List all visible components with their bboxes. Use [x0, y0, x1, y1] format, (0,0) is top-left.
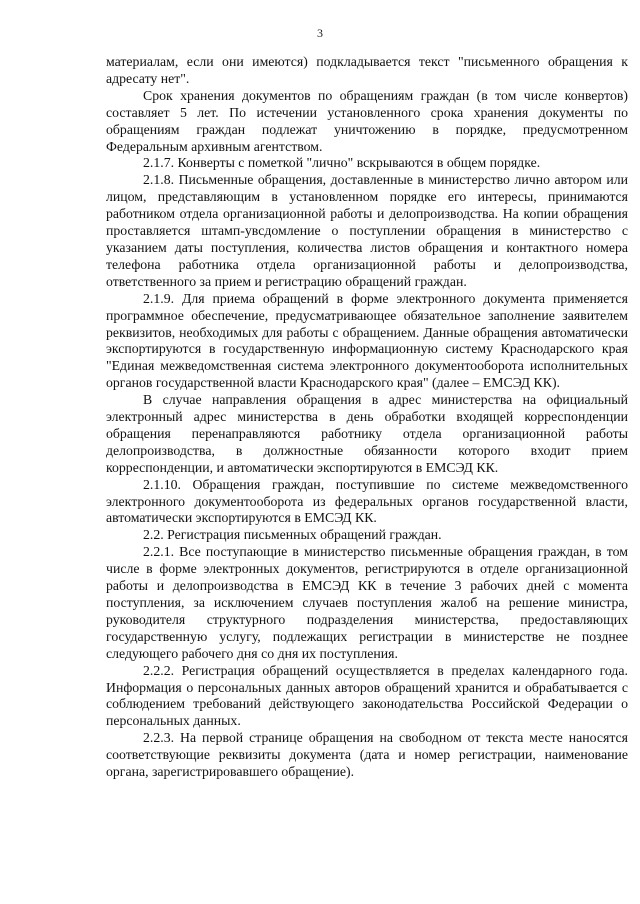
paragraph-electronic-address: В случае направления обращения в адрес министерства на официальный электронный адрес министерства в день обработки входящей корреспонденции обращения перенаправляются работнику отдела организационной работы делопроизводства, в должностные обязанности которого входит прием корреспонденции, и автоматически экспортируются в ЕМСЭД КК.: [106, 392, 628, 475]
paragraph-continuation: материалам, если они имеются) подкладывается текст "письменного обращения к адресату нет".: [106, 54, 628, 86]
paragraph-2-2-1: 2.2.1. Все поступающие в министерство письменные обращения граждан, в том числе в форме электронных документов, регистрируются в отделе организационной работы и делопроизводства в ЕМСЭД КК в течение 3 рабочих дней с момента поступления, за исключением случаев поступления жалоб на решение министра, руководителя структурного подразделения министерства, предоставляющих государственную услугу, подлежащих регистрации в министерстве не позднее следующего рабочего дня со дня их поступления.: [106, 544, 628, 661]
document-body: [106, 54, 628, 781]
paragraph-2-1-8: 2.1.8. Письменные обращения, доставленные в министерство лично автором или лицом, представляющим в установленном порядке его интересы, принимаются работником отдела организационной работы и делопроизводства. На копии обращения проставляется штамп-увсдомление о поступлении обращения в министерство с указанием даты поступления, количества листов обращения и контактного номера телефона работника отдела организационной работы и делопроизводства, ответственного за прием и регистрацию обращений граждан.: [106, 172, 628, 289]
page-number: 3: [317, 26, 323, 40]
paragraph-2-1-9: 2.1.9. Для приема обращений в форме электронного документа применяется программное обеспечение, предусматривающее обязательное заполнение заявителем реквизитов, необходимых для работы с обращением. Данные обращения автоматически экспортируются в государственную информационную систему Краснодарского края "Единая межведомственная система электронного документооборота исполнительных органов государственной власти Краснодарского края" (далее – ЕМСЭД КК).: [106, 290, 628, 391]
paragraph-2-2-2: 2.2.2. Регистрация обращений осуществляется в пределах календарного года. Информация о персональных данных авторов обращений хранится и обрабатывается с соблюдением требований действующего законодательства Российской Федерации о персональных данных.: [106, 662, 628, 729]
paragraph-2-2: 2.2. Регистрация письменных обращений граждан.: [143, 527, 442, 543]
paragraph-2-1-7: 2.1.7. Конверты с пометкой "лично" вскрываются в общем порядке.: [143, 155, 541, 171]
paragraph-2-2-3: 2.2.3. На первой странице обращения на свободном от текста месте наносятся соответствующие реквизиты документа (дата и номер регистрации, наименование органа, зарегистрировавшего обращение).: [106, 730, 628, 780]
paragraph-storage-period: Срок хранения документов по обращениям граждан (в том числе конвертов) составляет 5 лет. По истечении установленного срока хранения документы по обращениям граждан подлежат уничтожению в порядке, предусмотренном Федеральным архивным агентством.: [106, 87, 628, 154]
paragraph-2-1-10: 2.1.10. Обращения граждан, поступившие по системе межведомственного электронного документооборота из федеральных органов государственной власти, автоматически экспортируются в ЕМСЭД КК.: [106, 476, 628, 526]
